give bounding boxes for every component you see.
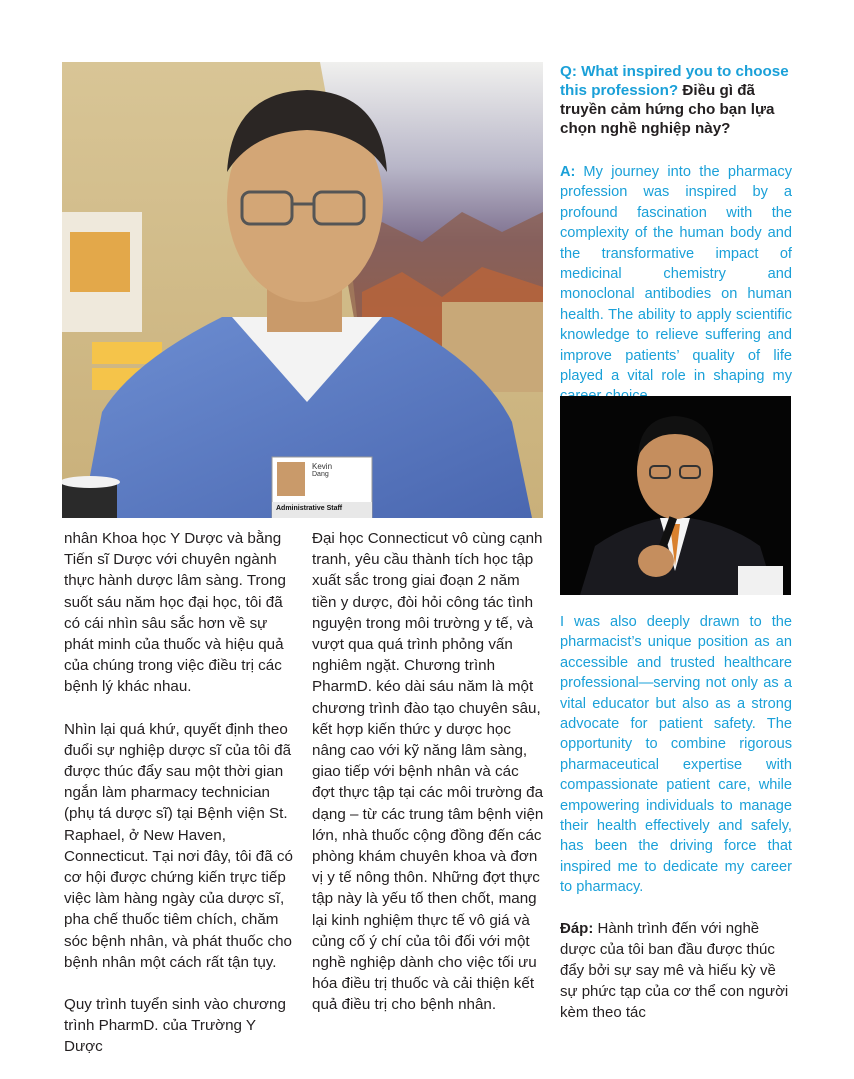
answer-continued-block [560, 612, 792, 1023]
answer-text: My journey into the pharmacy profession was inspired by a profound fascination with the complexity of the human body and the transformative impact of medicinal chemistry and monoclonal antibodies on human health. The ability to apply scientific knowledge to relieve suffering and improve patients’ quality of life played a vital role in shaping my [560, 164, 792, 385]
badge-surname-text: Dang [312, 471, 329, 478]
dap-paragraph [560, 918, 792, 1023]
answer-lead: A: [560, 164, 576, 180]
answer-continued-text: I was also deeply drawn to the pharmacist’s unique position as an accessible and trusted healthcare professional—serving not only as a vital educator but also as a strong advocate for patient safety. The opportunity to combine rigorous pharmaceutical expertise with compassionate patient care, while empowering individuals to manage their health effectively and safely, has been the driving force that inspired me to dedicate my career to pharmacy. [560, 614, 792, 896]
left-paragraph-3: Quy trình tuyển sinh vào chương trình PharmD. của Trường Y Dược [64, 996, 286, 1056]
left-paragraph-2: Nhìn lại quá khứ, quyết định theo đuổi sự nghiệp dược sĩ của tôi đã được thúc đẩy sau một thời gian ngắn làm pharmacy technician (phụ tá dược sĩ) tại Bệnh viện St. Raphael, ở New Haven, Connecticut. Tại nơi đây, tôi đã có cơ hội được chứng kiến trực tiếp việc làm hàng ngày của dược sĩ, pha chế thuốc tiêm chích, chăm sóc bệnh nhân, và phát thuốc cho bệnh nhân một cách rất tận tụy. [64, 720, 293, 971]
pharmacist-portrait-photo [62, 62, 543, 518]
question-english: Q: What inspired you to choose this profession? [560, 63, 789, 99]
badge-name-text: Kevin [312, 462, 333, 471]
speaker-photo [560, 396, 791, 595]
interview-answer [560, 162, 792, 407]
middle-paragraph-1: Đại học Connecticut vô cùng cạnh tranh, yêu cầu thành tích học tập xuất sắc trong giai đoạn 2 năm tiền y dược, đòi hỏi công tác tình nguyện trong môi trường y tế, và vượt qua quá trình phỏng vấn nghiêm ngặt. Chương trình PharmD. kéo dài sáu năm là một chương trình đào tạo chuyên sâu, kết hợp kiến thức y dược học nâng cao với kỹ năng lâm sàng, giao tiếp với bệnh nhân và các đợt thực tập tại các môi trường đa dạng – từ các trung tâm bệnh viện lớn, nhà thuốc cộng đồng đến các phòng khám chuyên khoa và đơn vị y tế nông thôn. Những đợt thực tập này là yếu tố then chốt, mang lại kinh nghiệm thực tế vô giá và củng cố ý chí của tôi đối với một nghề nghiệp dành cho việc tối ưu hóa điều trị thuốc và cải thiện kết quả điều trị cho bệnh nhân. [312, 530, 544, 1014]
dap-text: Hành trình đến với nghề dược của tôi ban đầu được thúc đẩy bởi sự say mê và hiếu kỳ về sự phức tạp của cơ thể con người kèm theo tác [560, 919, 789, 1021]
portrait-illustration [62, 62, 543, 518]
dap-lead: Đáp: [560, 919, 594, 937]
badge-dept-text: Administrative Staff [276, 505, 343, 512]
question-vietnamese: Điều gì đã truyền cảm hứng cho bạn lựa chọn nghề nghiệp này? [560, 82, 775, 137]
middle-text-column [312, 528, 544, 1037]
left-paragraph-1: nhân Khoa học Y Dược và bằng Tiến sĩ Dược với chuyên ngành thực hành dược lâm sàng. Trong suốt sáu năm học đại học, tôi đã có cái nhìn sâu sắc hơn về sự phát minh của thuốc và hiệu quả của chúng trong việc điều trị các bệnh lý khác nhau. [64, 530, 286, 696]
interview-question-block [560, 62, 792, 407]
interview-question [560, 62, 792, 138]
speaker-illustration [560, 396, 791, 595]
left-text-column [64, 528, 296, 1079]
